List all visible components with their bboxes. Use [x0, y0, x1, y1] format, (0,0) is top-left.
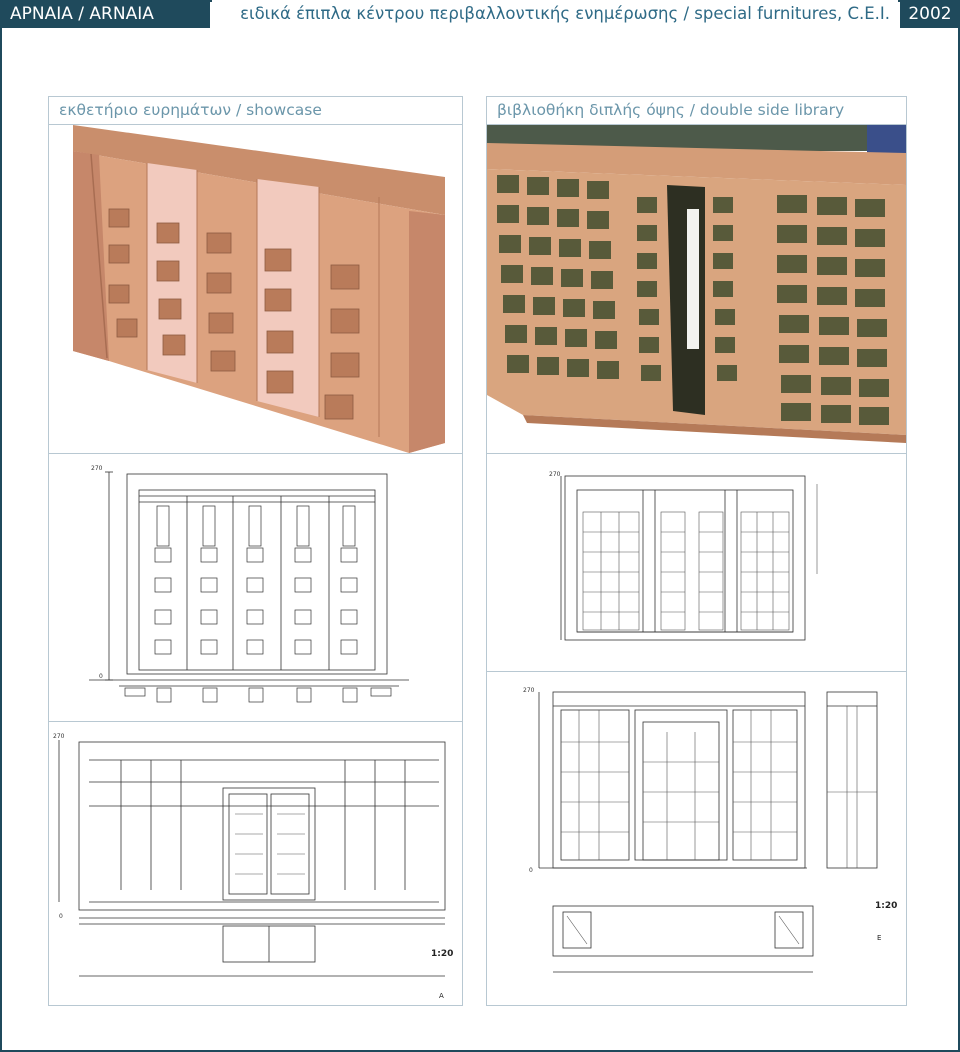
library-section-top-label: 270: [523, 687, 535, 694]
showcase-plan-zero-label: 0: [59, 913, 63, 920]
showcase-long-elevation: [49, 721, 462, 1006]
library-section: [487, 671, 906, 1006]
project-title: ΑΡΝΑΙΑ / ARNAIA: [0, 0, 210, 28]
showcase-plan-top-label: 270: [53, 733, 65, 740]
library-scale: 1:20: [875, 901, 898, 911]
showcase-elev-zero-label: 0: [99, 673, 103, 680]
library-elev-top-label: 270: [549, 471, 561, 478]
showcase-elev-top-label: 270: [91, 465, 103, 472]
library-panel: [486, 96, 907, 1006]
showcase-title: εκθετήριο ευρημάτων / showcase: [49, 97, 462, 125]
showcase-scale: 1:20: [431, 949, 454, 959]
library-title: βιβλιοθήκη διπλής όψης / double side library: [487, 97, 906, 125]
library-elevation: [487, 453, 906, 672]
sheet-subtitle: ειδικά έπιπλα κέντρου περιβαλλοντικής ενημέρωσης / special furnitures, C.E.I.: [212, 0, 898, 28]
library-sheet-letter: E: [877, 934, 882, 942]
year-label: 2002: [900, 0, 960, 28]
library-section-zero-label: 0: [529, 867, 533, 874]
library-render: [487, 125, 906, 453]
showcase-render: [49, 125, 462, 453]
showcase-panel: [48, 96, 463, 1006]
showcase-sheet-letter: A: [439, 992, 444, 1000]
showcase-elevation: [49, 453, 462, 722]
